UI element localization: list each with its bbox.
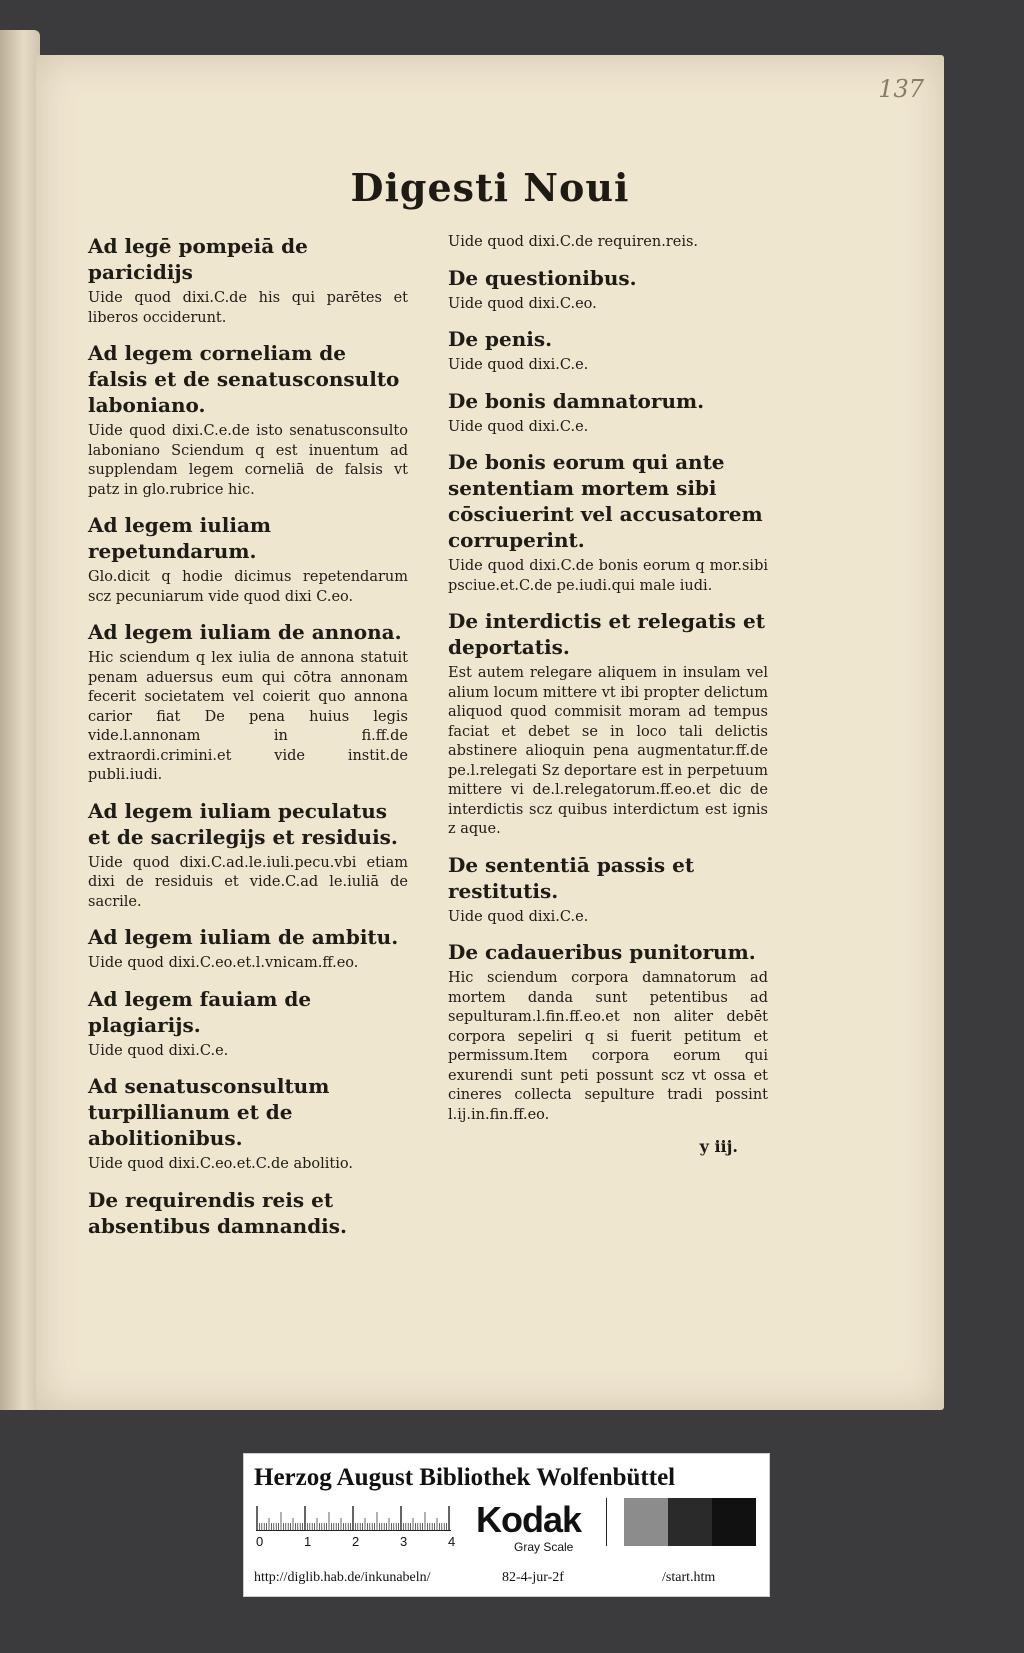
ruler-label: 4 bbox=[448, 1534, 456, 1549]
section-body: Uide quod dixi.C.ad.le.iuli.pecu.vbi etiam dixi de residuis et vide.C.ad le.iuliā de sacrile. bbox=[88, 854, 408, 910]
section-body: Hic sciendum corpora damnatorum ad mortem danda sunt petentibus ad sepulturam.l.fin.ff.eo.et non aliter debēt corpora sepeliri q si fuerit petitum et permissum.Item corpora eorum qui exurendi sunt peti possunt scz vt ossa et cineres collecta sepulture tradi possint l.ij.in.fin.ff.eo. bbox=[448, 970, 768, 1123]
section-body: Uide quod dixi.C.de requiren.reis. bbox=[448, 234, 699, 250]
section-heading: Ad legem iuliam repetundarum. bbox=[88, 513, 272, 563]
strip-divider bbox=[606, 1498, 607, 1546]
text-section bbox=[88, 340, 408, 500]
text-section bbox=[448, 608, 768, 840]
source-url: http://diglib.hab.de/inkunabeln/ bbox=[254, 1570, 431, 1585]
section-heading: Ad legem iuliam de ambitu. bbox=[88, 925, 399, 949]
text-section bbox=[88, 1187, 408, 1239]
section-body: Uide quod dixi.C.de his qui parētes et liberos occiderunt. bbox=[88, 290, 408, 326]
gray-patch-black bbox=[712, 1498, 756, 1546]
ruler-label: 2 bbox=[352, 1534, 360, 1549]
text-section bbox=[448, 852, 768, 928]
text-section bbox=[88, 924, 408, 974]
text-section bbox=[88, 986, 408, 1062]
gray-patch-dark bbox=[668, 1498, 712, 1546]
section-body: Uide quod dixi.C.e.de isto senatusconsulto laboniano Sciendum q est inuentum ad supplendam legem corneliā de falsis vt patz in glo.rubrice hic. bbox=[88, 423, 408, 498]
section-body: Uide quod dixi.C.eo.et.C.de abolitio. bbox=[88, 1156, 353, 1172]
color-calibration-strip bbox=[243, 1453, 770, 1597]
book-page bbox=[36, 55, 944, 1410]
ruler-scale bbox=[256, 1504, 451, 1531]
section-heading: De interdictis et relegatis et deportatis. bbox=[448, 609, 765, 659]
text-section bbox=[448, 265, 768, 315]
section-heading: Ad senatusconsultum turpillianum et de abolitionibus. bbox=[88, 1074, 330, 1150]
running-title: Digesti Noui bbox=[350, 165, 630, 210]
section-heading: De requirendis reis et absentibus damnandis. bbox=[88, 1187, 348, 1238]
text-section bbox=[448, 326, 768, 376]
section-heading: De bonis damnatorum. bbox=[448, 388, 705, 413]
section-heading: Ad legē pompeiā de paricidijs bbox=[88, 234, 308, 284]
ruler-labels bbox=[256, 1534, 456, 1550]
folio-number: 137 bbox=[878, 75, 924, 103]
ruler-label: 0 bbox=[256, 1534, 264, 1549]
signature-mark: y iij. bbox=[699, 1137, 738, 1156]
section-body: Uide quod dixi.C.e. bbox=[448, 908, 589, 925]
section-body: Uide quod dixi.C.e. bbox=[448, 357, 589, 373]
text-section bbox=[88, 798, 408, 913]
text-section bbox=[448, 449, 768, 596]
gray-patch-mid bbox=[624, 1498, 668, 1546]
text-section bbox=[88, 512, 408, 607]
section-heading: Ad legem corneliam de falsis et de senatusconsulto laboniano. bbox=[88, 341, 400, 417]
section-body: Glo.dicit q hodie dicimus repetendarum scz pecuniarum vide quod dixi C.eo. bbox=[88, 569, 408, 605]
section-body: Uide quod dixi.C.eo. bbox=[448, 295, 597, 312]
facing-page-edge bbox=[0, 30, 40, 1410]
section-body: Uide quod dixi.C.e. bbox=[448, 418, 589, 435]
left-column bbox=[88, 233, 408, 1251]
section-body: Uide quod dixi.C.de bonis eorum q mor.sibi psciue.et.C.de pe.iudi.qui male iudi. bbox=[448, 558, 768, 594]
text-section bbox=[448, 388, 768, 438]
text-section bbox=[448, 939, 768, 1125]
section-heading: De cadaueribus punitorum. bbox=[448, 940, 756, 964]
right-column bbox=[448, 233, 768, 1156]
section-heading: Ad legem iuliam de annona. bbox=[88, 620, 402, 644]
ruler-label: 3 bbox=[400, 1534, 408, 1549]
text-section bbox=[88, 1073, 408, 1175]
library-name: Herzog August Bibliothek Wolfenbüttel bbox=[254, 1464, 676, 1491]
section-heading: Ad legem fauiam de plagiarijs. bbox=[88, 986, 312, 1037]
text-section bbox=[88, 233, 408, 328]
text-section bbox=[448, 233, 768, 253]
section-body: Uide quod dixi.C.eo.et.l.vnicam.ff.eo. bbox=[88, 955, 359, 971]
section-heading: Ad legem iuliam peculatus et de sacrilegijs et residuis. bbox=[88, 798, 398, 849]
kodak-logo: Kodak bbox=[476, 1499, 582, 1540]
section-body: Hic sciendum q lex iulia de annona statuit penam aduersus eum qui cōtra annonam fecerit societatem vel coierit quo annona carior fiat De pena huius legis vide.l.annonam in fi.ff.de extraordi.crimini.et vide instit.de publi.iudi. bbox=[88, 650, 408, 783]
section-heading: De penis. bbox=[448, 327, 553, 351]
gray-scale-label: Gray Scale bbox=[514, 1540, 574, 1554]
section-heading: De sententiā passis et restitutis. bbox=[448, 852, 695, 903]
start-link: /start.htm bbox=[662, 1570, 716, 1585]
section-heading: De bonis eorum qui ante sententiam mortem sibi cōsciuerint vel accusatorem corruperint. bbox=[448, 450, 763, 552]
section-heading: De questionibus. bbox=[448, 265, 637, 290]
ruler-label: 1 bbox=[304, 1534, 312, 1549]
section-body: Uide quod dixi.C.e. bbox=[88, 1042, 229, 1059]
section-body: Est autem relegare aliquem in insulam vel alium locum mittere vt ibi propter delictum aliquod quod commisit moram ad tempus faciat et debet se in loco tali delictis abstinere alioquin pena augmentatur.ff.de pe.l.relegati Sz deportare est in perpetuum mittere vi de.l.relegatorum.ff.eo.et dic de interdictis scz quibus interdictum est ignis z aque. bbox=[448, 665, 768, 837]
shelfmark: 82-4-jur-2f bbox=[502, 1570, 564, 1585]
text-section bbox=[88, 619, 408, 786]
